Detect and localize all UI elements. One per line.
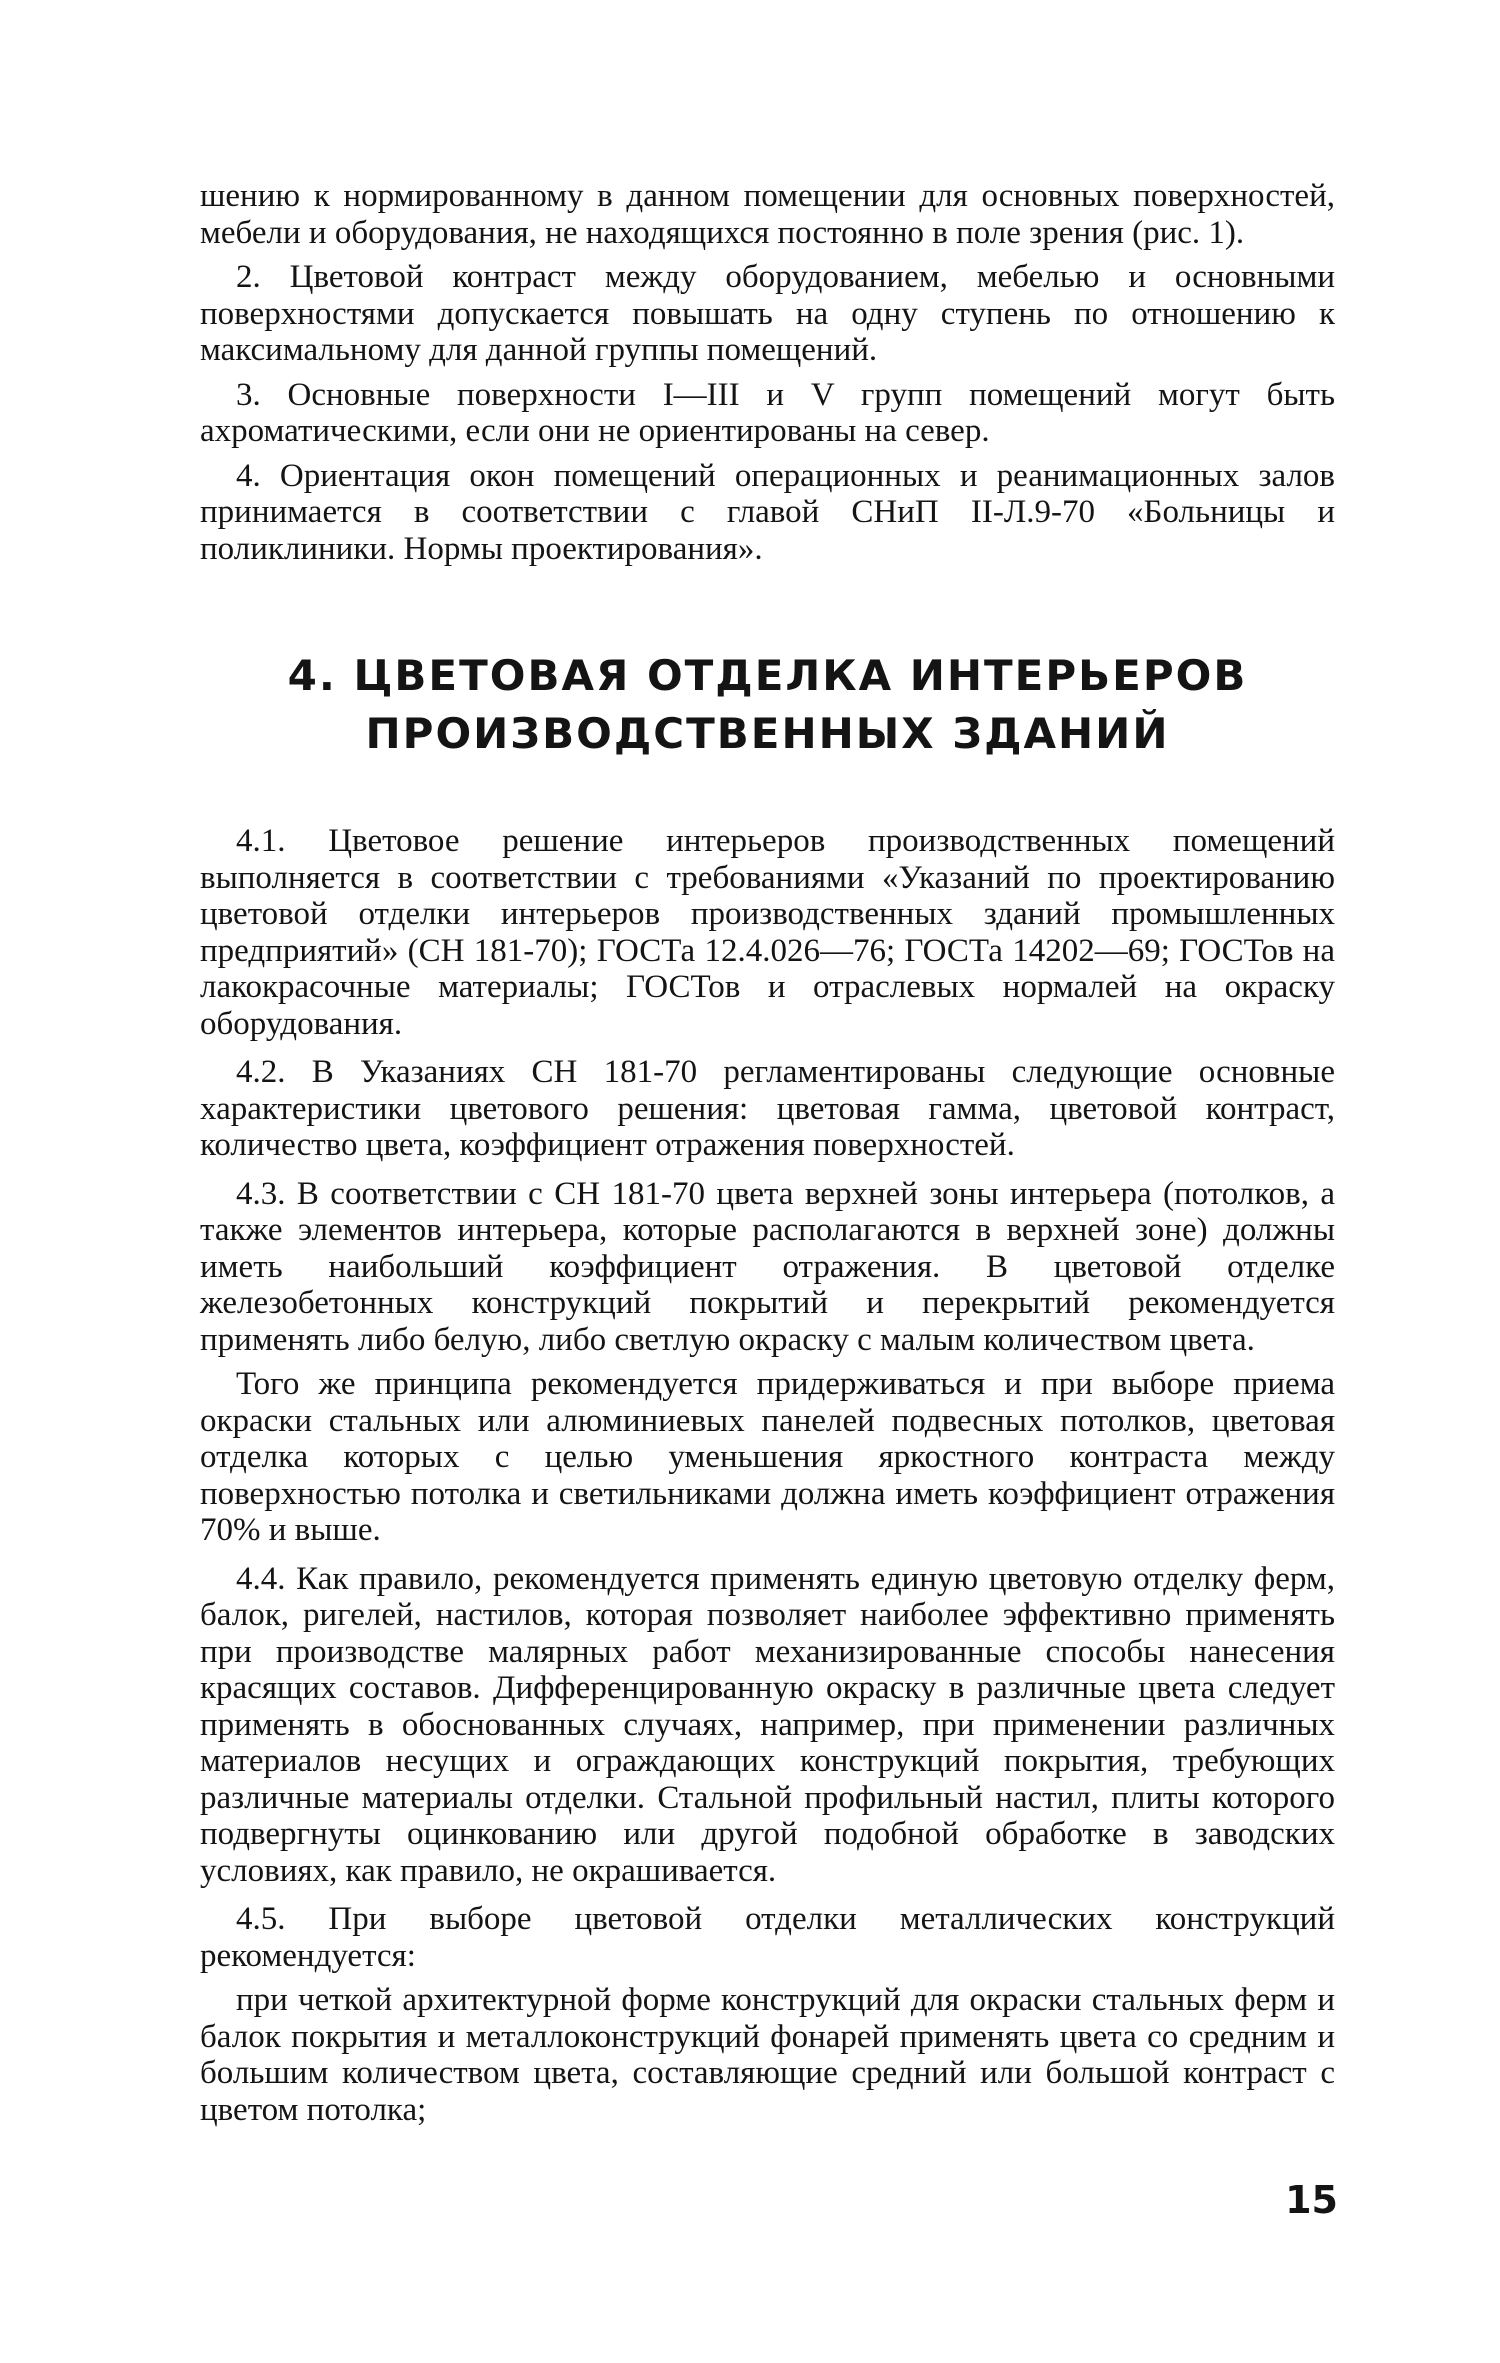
page-number: 15 <box>1285 2178 1338 2222</box>
paragraph-item-3: 3. Основные поверхности I—III и V групп помещений могут быть ахроматическими, если они не ориентированы на север. <box>200 376 1335 449</box>
section-heading-line-2: ПРОИЗВОДСТВЕННЫХ ЗДАНИЙ <box>365 709 1170 758</box>
paragraph-4-1: 4.1. Цветовое решение интерьеров производственных помещений выполняется в соответствии с требованиями «Указаний по проектированию цветовой отделки интерьеров производственных зданий промышленных предприятий» (СН 181-70); ГОСТа 12.4.026—76; ГОСТа 14202—69; ГОСТов на лакокрасочные материалы; ГОСТов и отраслевых нормалей на окраску оборудования. <box>200 823 1335 1042</box>
section-heading-line-1: 4. ЦВЕТОВАЯ ОТДЕЛКА ИНТЕРЬЕРОВ <box>287 651 1248 700</box>
paragraph-4-5: 4.5. При выборе цветовой отделки металлических конструкций рекомендуется: <box>200 1901 1335 1974</box>
paragraph-item-4: 4. Ориентация окон помещений операционных и реанимационных залов принимается в соответствии с главой СНиП II-Л.9-70 «Больницы и поликлиники. Нормы проектирования». <box>200 457 1335 567</box>
paragraph-4-3-continued: Того же принципа рекомендуется придерживаться и при выборе приема окраски стальных или алюминиевых панелей подвесных потолков, цветовая отделка которых с целью уменьшения яркостного контраста между поверхностью потолка и светильниками должна иметь коэффициент отражения 70% и выше. <box>200 1366 1335 1548</box>
paragraph-4-2: 4.2. В Указаниях СН 181-70 регламентированы следующие основные характеристики цветового решения: цветовая гамма, цветовой контраст, количество цвета, коэффициент отражения поверхностей. <box>200 1054 1335 1163</box>
section-heading <box>200 647 1335 763</box>
paragraph-continued: шению к нормированному в данном помещении для основных поверхностей, мебели и оборудования, не находящихся постоянно в поле зрения (рис. 1). <box>200 178 1335 251</box>
paragraph-4-3: 4.3. В соответствии с СН 181-70 цвета верхней зоны интерьера (потолков, а также элементов интерьера, которые располагаются в верхней зоне) должны иметь наибольший коэффициент отражения. В цветовой отделке железобетонных конструкций покрытий и перекрытий рекомендуется применять либо белую, либо светлую окраску с малым количеством цвета. <box>200 1175 1335 1358</box>
paragraph-item-2: 2. Цветовой контраст между оборудованием, мебелью и основными поверхностями допускается повышать на одну ступень по отношению к максимальному для данной группы помещений. <box>200 259 1335 368</box>
document-page <box>200 178 1335 2128</box>
paragraph-4-4: 4.4. Как правило, рекомендуется применять единую цветовую отделку ферм, балок, ригелей, настилов, которая позволяет наиболее эффективно применять при производстве малярных работ механизированные способы нанесения красящих составов. Дифференцированную окраску в различные цвета следует применять в обоснованных случаях, например, при применении различных материалов несущих и ограждающих конструкций покрытия, требующих различные материалы отделки. Стальной профильный настил, плиты которого подвергнуты оцинкованию или другой подобной обработке в заводских условиях, как правило, не окрашивается. <box>200 1560 1335 1889</box>
paragraph-4-5-item: при четкой архитектурной форме конструкций для окраски стальных ферм и балок покрытия и металлоконструкций фонарей применять цвета со средним и большим количеством цвета, составляющие средний или большой контраст с цветом потолка; <box>200 1982 1335 2128</box>
